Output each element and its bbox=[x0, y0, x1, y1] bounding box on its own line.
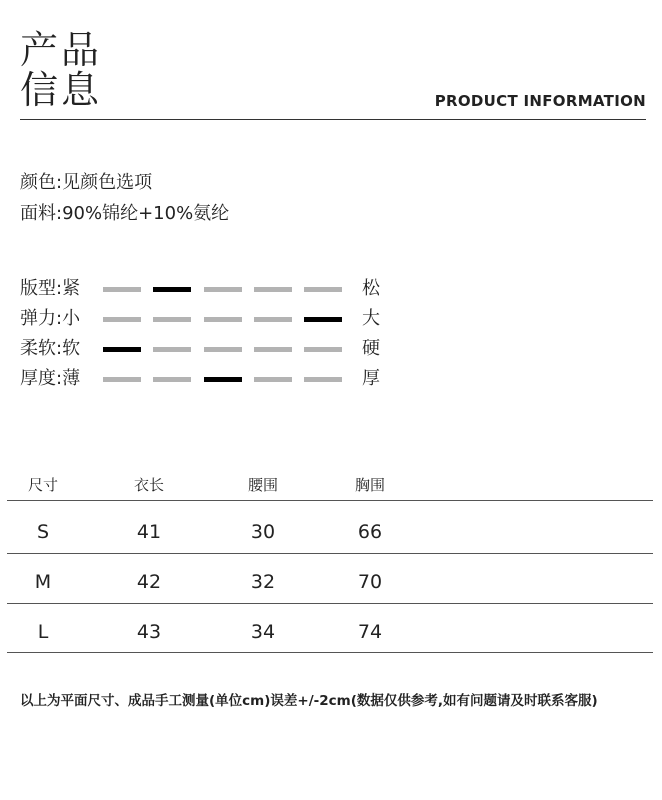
scale-segment bbox=[254, 317, 292, 322]
table-cell: 74 bbox=[357, 621, 383, 643]
table-cell: 30 bbox=[250, 521, 276, 543]
table-row-divider bbox=[7, 553, 653, 554]
scale-indicator-active bbox=[153, 287, 191, 292]
scale-row bbox=[20, 337, 400, 363]
table-header-cell: 衣长 bbox=[133, 476, 165, 494]
table-header-cell: 胸围 bbox=[354, 476, 386, 494]
table-row-divider bbox=[7, 652, 653, 653]
page-subtitle: PRODUCT INFORMATION bbox=[434, 92, 646, 110]
table-cell: 32 bbox=[250, 571, 276, 593]
scale-row bbox=[20, 277, 400, 303]
table-divider bbox=[7, 500, 653, 501]
material-info bbox=[20, 199, 229, 225]
scale-segment bbox=[153, 347, 191, 352]
scale-segment bbox=[254, 347, 292, 352]
material-value: 90%锦纶+10%氨纶 bbox=[62, 203, 230, 224]
scale-segment bbox=[304, 287, 342, 292]
scale-label: 弹力:小 bbox=[20, 308, 81, 329]
color-info bbox=[20, 168, 152, 194]
table-cell: 41 bbox=[136, 521, 162, 543]
scale-end-label: 厚 bbox=[362, 368, 380, 389]
scale-segment bbox=[204, 317, 242, 322]
table-cell: 70 bbox=[357, 571, 383, 593]
scale-row bbox=[20, 307, 400, 333]
page-title-line-2: 信息 bbox=[20, 68, 103, 112]
table-row-divider bbox=[7, 603, 653, 604]
scale-segment bbox=[103, 287, 141, 292]
color-label: 颜色: bbox=[20, 172, 63, 193]
header-divider bbox=[20, 119, 646, 120]
table-cell: M bbox=[34, 571, 52, 593]
material-label: 面料: bbox=[20, 203, 63, 224]
scale-segment bbox=[103, 317, 141, 322]
measurement-note: 以上为平面尺寸、成品手工测量(单位cm)误差+/-2cm(数据仅供参考,如有问题请及时联系客服) bbox=[20, 693, 598, 709]
table-header-cell: 腰围 bbox=[247, 476, 279, 494]
table-cell: 66 bbox=[357, 521, 383, 543]
scale-end-label: 松 bbox=[362, 278, 380, 299]
scale-segment bbox=[254, 377, 292, 382]
scale-row bbox=[20, 367, 400, 393]
page-title-line-1: 产品 bbox=[20, 28, 103, 72]
table-header-cell: 尺寸 bbox=[27, 476, 59, 494]
table-cell: L bbox=[37, 621, 49, 643]
scale-segment bbox=[304, 377, 342, 382]
table-cell: 43 bbox=[136, 621, 162, 643]
table-cell: S bbox=[36, 521, 50, 543]
scale-segment bbox=[204, 347, 242, 352]
scale-segment bbox=[304, 347, 342, 352]
scale-end-label: 硬 bbox=[362, 338, 380, 359]
scale-segment bbox=[204, 287, 242, 292]
scale-segment bbox=[103, 377, 141, 382]
table-cell: 34 bbox=[250, 621, 276, 643]
scale-segment bbox=[153, 377, 191, 382]
scale-segment bbox=[153, 317, 191, 322]
scale-label: 厚度:薄 bbox=[20, 368, 81, 389]
scale-segment bbox=[254, 287, 292, 292]
scale-end-label: 大 bbox=[362, 308, 380, 329]
scale-indicator-active bbox=[103, 347, 141, 352]
title-block bbox=[20, 30, 102, 110]
color-value: 见颜色选项 bbox=[62, 172, 153, 193]
scale-indicator-active bbox=[204, 377, 242, 382]
scale-label: 柔软:软 bbox=[20, 338, 81, 359]
scale-indicator-active bbox=[304, 317, 342, 322]
table-cell: 42 bbox=[136, 571, 162, 593]
scale-label: 版型:紧 bbox=[20, 278, 81, 299]
